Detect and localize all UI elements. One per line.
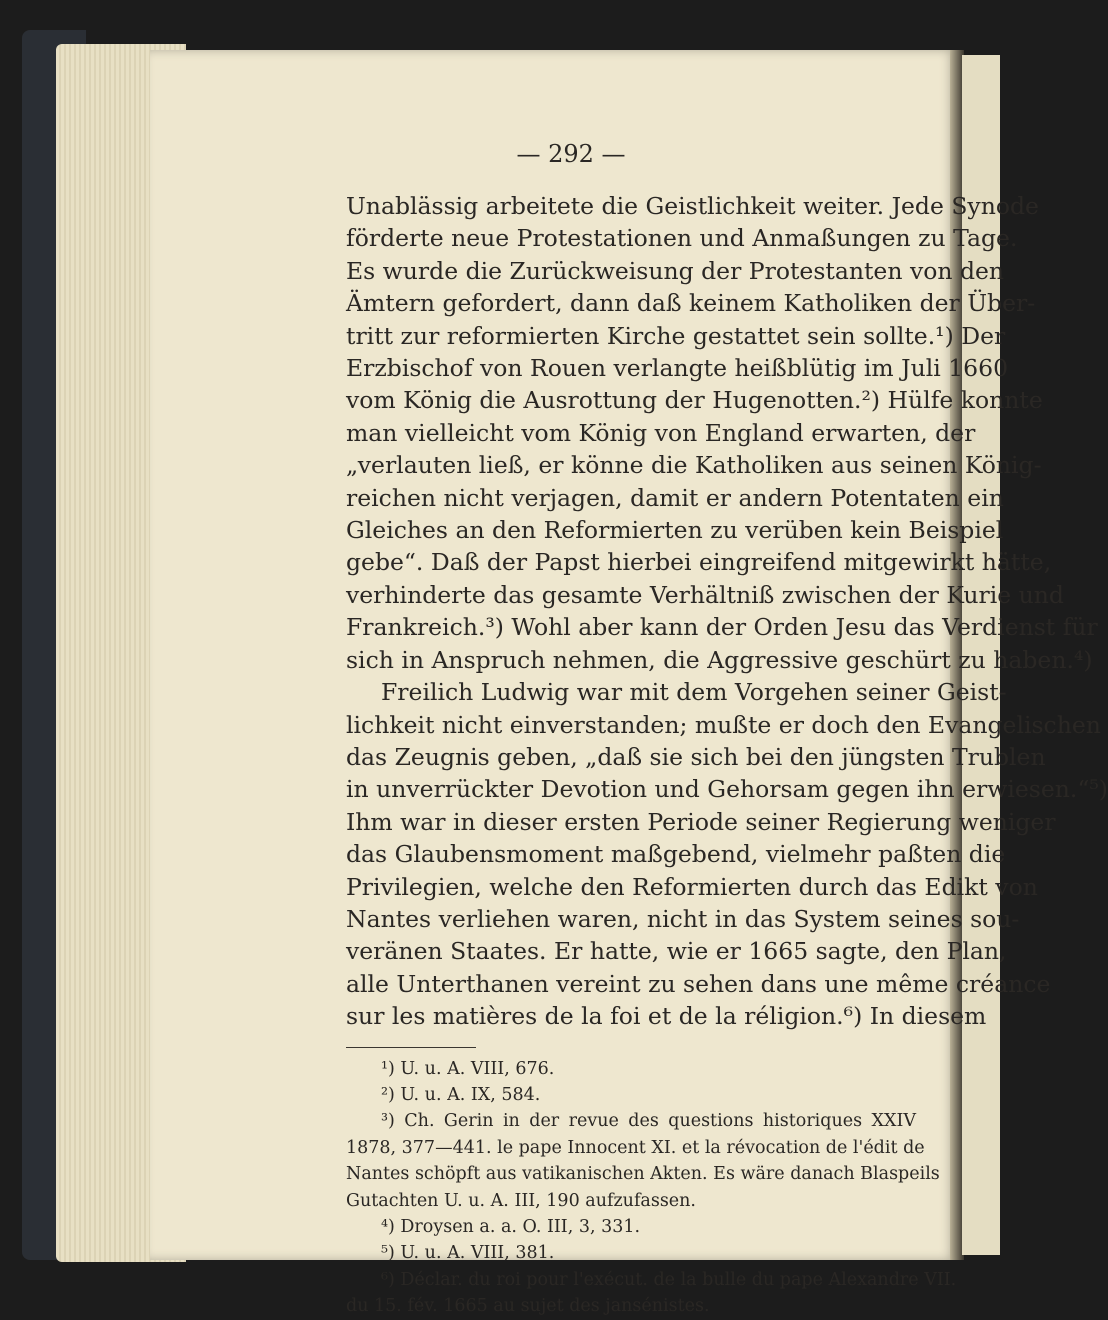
footnote-continuation: Nantes schöpft aus vatikanischen Akten. Es wäre danach Blaspeils	[346, 1164, 940, 1185]
footnote-rule	[346, 1047, 476, 1048]
body-line: Gleiches an den Reformierten zu verüben kein Beispiel	[346, 516, 1004, 545]
body-line: Erzbischof von Rouen verlangte heißblütig im Juli 1660	[346, 354, 1009, 383]
footnote: ⁶) Déclar. du roi pour l'exécut. de la bulle du pape Alexandre VII.	[381, 1269, 957, 1290]
body-line: sur les matières de la foi et de la réligion.⁶) In diesem	[346, 1002, 987, 1031]
body-line: man vielleicht vom König von England erwarten, der	[346, 418, 976, 447]
body-line: sich in Anspruch nehmen, die Aggressive geschürt zu haben.⁴)	[346, 645, 1093, 674]
body-line: Privilegien, welche den Reformierten durch das Edikt von	[346, 872, 1038, 901]
body-line: in unverrückter Devotion und Gehorsam gegen ihn erwiesen.“⁵)	[346, 775, 1108, 804]
body-line: Unablässig arbeitete die Geistlichkeit weiter. Jede Synode	[346, 192, 1039, 220]
body-line: förderte neue Protestationen und Anmaßungen zu Tage.	[346, 224, 1018, 253]
body-line: alle Unterthanen vereint zu sehen dans une même créance	[346, 969, 1051, 998]
body-line: das Zeugnis geben, „daß sie sich bei den jüngsten Trublen	[346, 742, 1046, 771]
body-line: Frankreich.³) Wohl aber kann der Orden Jesu das Verdienst für	[346, 613, 1098, 642]
body-line: Es wurde die Zurückweisung der Protestanten von den	[346, 256, 1005, 285]
body-line: veränen Staates. Er hatte, wie er 1665 sagte, den Plan,	[346, 937, 1007, 966]
footnote: ²) U. u. A. IX, 584.	[381, 1084, 541, 1105]
body-line: Ihm war in dieser ersten Periode seiner Regierung weniger	[346, 807, 1056, 836]
body-line: verhinderte das gesamte Verhältniß zwischen der Kurie und	[346, 580, 1064, 609]
page-number: — 292 —	[516, 140, 626, 168]
footnote: ⁵) U. u. A. VIII, 381.	[381, 1243, 555, 1264]
footnote-continuation: du 15. fév. 1665 au sujet des jansénistes.	[346, 1296, 710, 1317]
body-line: Ämtern gefordert, dann daß keinem Katholiken der Über-	[346, 289, 1036, 318]
body-line: Freilich Ludwig war mit dem Vorgehen seiner Geist-	[381, 678, 1007, 707]
footnote: ¹) U. u. A. VIII, 676.	[381, 1058, 555, 1079]
footnote-continuation: 1878, 377—441. le pape Innocent XI. et la révocation de l'édit de	[346, 1137, 925, 1158]
footnote: ⁴) Droysen a. a. O. III, 3, 331.	[381, 1217, 641, 1237]
body-line: „verlauten ließ, er könne die Katholiken aus seinen König-	[346, 451, 1042, 480]
body-line: tritt zur reformierten Kirche gestattet sein sollte.¹) Der	[346, 321, 1006, 350]
body-line: gebe“. Daß der Papst hierbei eingreifend mitgewirkt hätte,	[346, 548, 1052, 577]
footnote-continuation: Gutachten U. u. A. III, 190 aufzufassen.	[346, 1190, 696, 1211]
body-line: Nantes verliehen waren, nicht in das System seines sou-	[346, 904, 1020, 933]
footnote: ³) Ch. Gerin in der revue des questions historiques XXIV	[381, 1111, 916, 1132]
body-line: reichen nicht verjagen, damit er andern Potentaten ein	[346, 483, 1004, 512]
body-line: das Glaubensmoment maßgebend, vielmehr paßten die	[346, 840, 1006, 869]
body-line: lichkeit nicht einverstanden; mußte er doch den Evangelischen	[346, 710, 1101, 739]
body-line: vom König die Ausrottung der Hugenotten.²) Hülfe konnte	[346, 386, 1043, 415]
page-content	[196, 140, 1108, 1320]
